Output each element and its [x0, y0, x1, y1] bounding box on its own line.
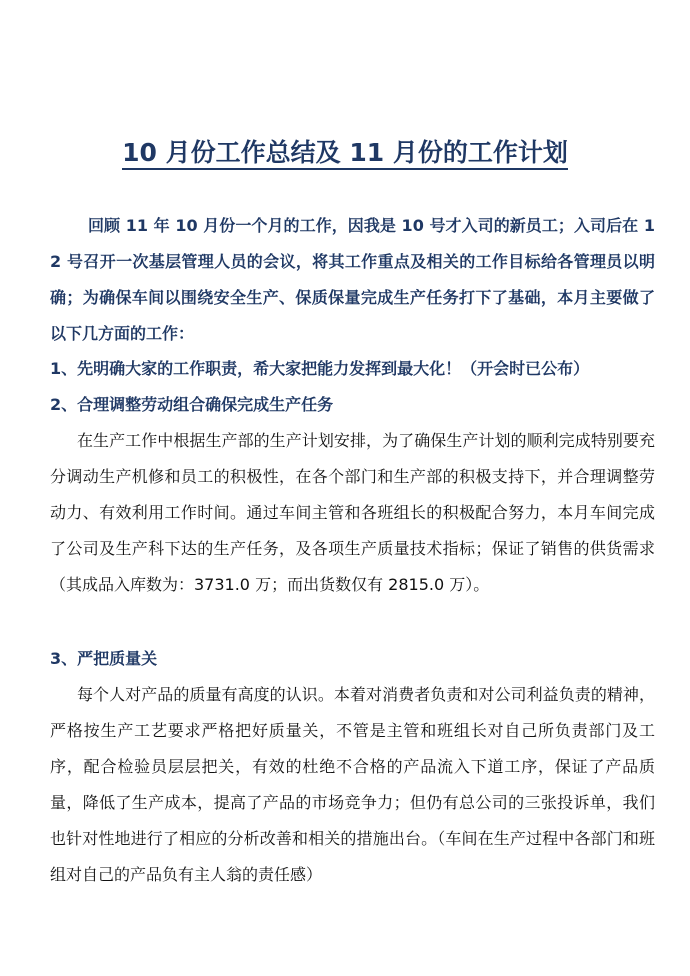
section-2-body: 在生产工作中根据生产部的生产计划安排，为了确保生产计划的顺利完成特别要充分调动生产机修和员工的积极性，在各个部门和生产部的积极支持下，并合理调整劳动力、有效利用工作时间。通过车间主管和各班组长的积极配合努力，本月车间完成了公司及生产科下达的生产任务，及各项生产质量技术指标；保证了销售的供货需求（其成品入库数为：3731.0 万；而出货数仅有 2815.0 万）。 [50, 431, 655, 594]
document-title-text: 10 月份工作总结及 11 月份的工作计划 [122, 138, 568, 170]
section-2-heading: 2、合理调整劳动组合确保完成生产任务 [50, 395, 334, 414]
section-3-body: 每个人对产品的质量有高度的认识。本着对消费者负责和对公司利益负责的精神，严格按生产工艺要求严格把好质量关，不管是主管和班组长对自己所负责部门及工序，配合检验员层层把关，有效的杜绝不合格的产品流入下道工序，保证了产品质量，降低了生产成本，提高了产品的市场竞争力；但仍有总公司的三张投诉单，我们也针对性地进行了相应的分析改善和相关的措施出台。（车间在生产过程中各部门和班组对自己的产品负有主人翁的责任感） [50, 685, 655, 884]
section-1-heading: 1、先明确大家的工作职责，希大家把能力发挥到最大化！（开会时已公布） [50, 359, 590, 378]
intro-paragraph: 回顾 11 年 10 月份一个月的工作，因我是 10 号才入司的新员工；入司后在 12 号召开一次基层管理人员的会议，将其工作重点及相关的工作目标给各管理员以明确；为确保车间以围绕安全生产、保质保量完成生产任务打下了基础，本月主要做了以下几方面的工作： [50, 216, 655, 343]
document-title [0, 136, 690, 170]
section-3-heading: 3、严把质量关 [50, 649, 158, 668]
